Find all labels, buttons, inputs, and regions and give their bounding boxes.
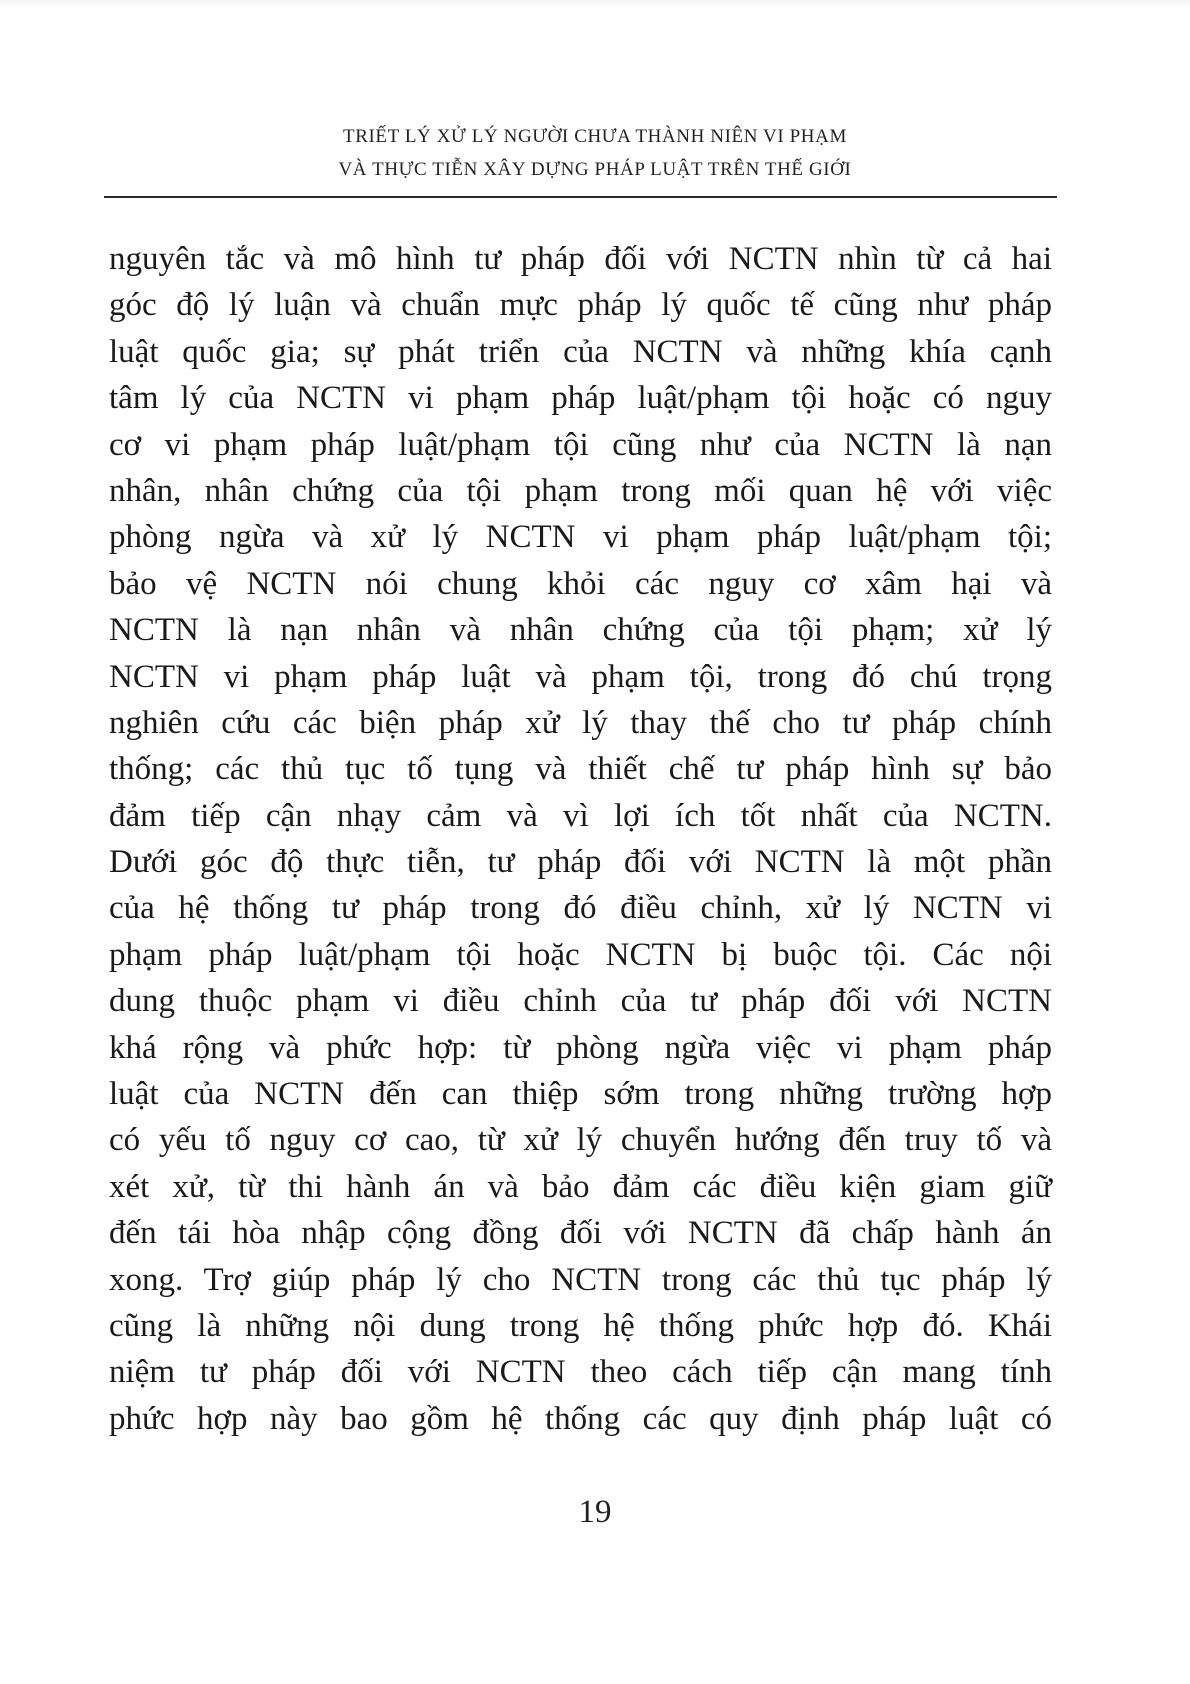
body-line: có yếu tố nguy cơ cao, từ xử lý chuyển hướng đến truy tố và	[109, 1122, 1052, 1159]
body-line: dung thuộc phạm vi điều chỉnh của tư pháp đối với NCTN	[109, 983, 1052, 1020]
page-number: 19	[578, 1494, 612, 1530]
body-line: bảo vệ NCTN nói chung khỏi các nguy cơ xâm hại và	[109, 565, 1052, 602]
body-line: niệm tư pháp đối với NCTN theo cách tiếp cận mang tính	[109, 1354, 1052, 1391]
body-text	[109, 236, 1052, 1442]
body-line: của hệ thống tư pháp trong đó điều chỉnh, xử lý NCTN vi	[109, 890, 1052, 927]
body-line: luật của NCTN đến can thiệp sớm trong những trường hợp	[109, 1076, 1052, 1113]
body-line: đến tái hòa nhập cộng đồng đối với NCTN đã chấp hành án	[109, 1215, 1052, 1252]
body-line: phòng ngừa và xử lý NCTN vi phạm pháp luật/phạm tội;	[109, 519, 1052, 556]
body-line: tâm lý của NCTN vi phạm pháp luật/phạm tội hoặc có nguy	[109, 380, 1052, 417]
body-line: NCTN là nạn nhân và nhân chứng của tội phạm; xử lý	[109, 612, 1052, 649]
scan-edge	[0, 0, 1190, 8]
body-line: cũng là những nội dung trong hệ thống phức hợp đó. Khái	[109, 1307, 1052, 1344]
body-line: khá rộng và phức hợp: từ phòng ngừa việc vi phạm pháp	[109, 1029, 1052, 1066]
body-line: NCTN vi phạm pháp luật và phạm tội, trong đó chú trọng	[109, 658, 1052, 695]
body-line: Dưới góc độ thực tiễn, tư pháp đối với NCTN là một phần	[109, 844, 1052, 881]
running-header	[100, 120, 1090, 186]
body-line: xong. Trợ giúp pháp lý cho NCTN trong các thủ tục pháp lý	[109, 1261, 1052, 1298]
body-line: xét xử, từ thi hành án và bảo đảm các điều kiện giam giữ	[109, 1168, 1052, 1205]
body-line: thống; các thủ tục tố tụng và thiết chế tư pháp hình sự bảo	[109, 751, 1052, 788]
body-line: đảm tiếp cận nhạy cảm và vì lợi ích tốt nhất của NCTN.	[109, 797, 1052, 834]
body-line: phức hợp này bao gồm hệ thống các quy định pháp luật có	[109, 1400, 1052, 1437]
body-line: nguyên tắc và mô hình tư pháp đối với NCTN nhìn từ cả hai	[109, 241, 1052, 277]
running-header-line-1: TRIẾT LÝ XỬ LÝ NGƯỜI CHƯA THÀNH NIÊN VI PHẠM	[343, 126, 847, 147]
body-line: luật quốc gia; sự phát triển của NCTN và những khía cạnh	[109, 333, 1052, 370]
body-line: nghiên cứu các biện pháp xử lý thay thế cho tư pháp chính	[109, 704, 1052, 741]
header-divider	[104, 196, 1057, 198]
body-line: cơ vi phạm pháp luật/phạm tội cũng như của NCTN là nạn	[109, 426, 1052, 463]
body-line: phạm pháp luật/phạm tội hoặc NCTN bị buộc tội. Các nội	[109, 936, 1052, 973]
body-line: nhân, nhân chứng của tội phạm trong mối quan hệ với việc	[109, 472, 1052, 509]
running-header-line-2: VÀ THỰC TIỄN XÂY DỰNG PHÁP LUẬT TRÊN THẾ GIỚI	[338, 159, 852, 180]
body-line: góc độ lý luận và chuẩn mực pháp lý quốc tế cũng như pháp	[109, 287, 1052, 324]
